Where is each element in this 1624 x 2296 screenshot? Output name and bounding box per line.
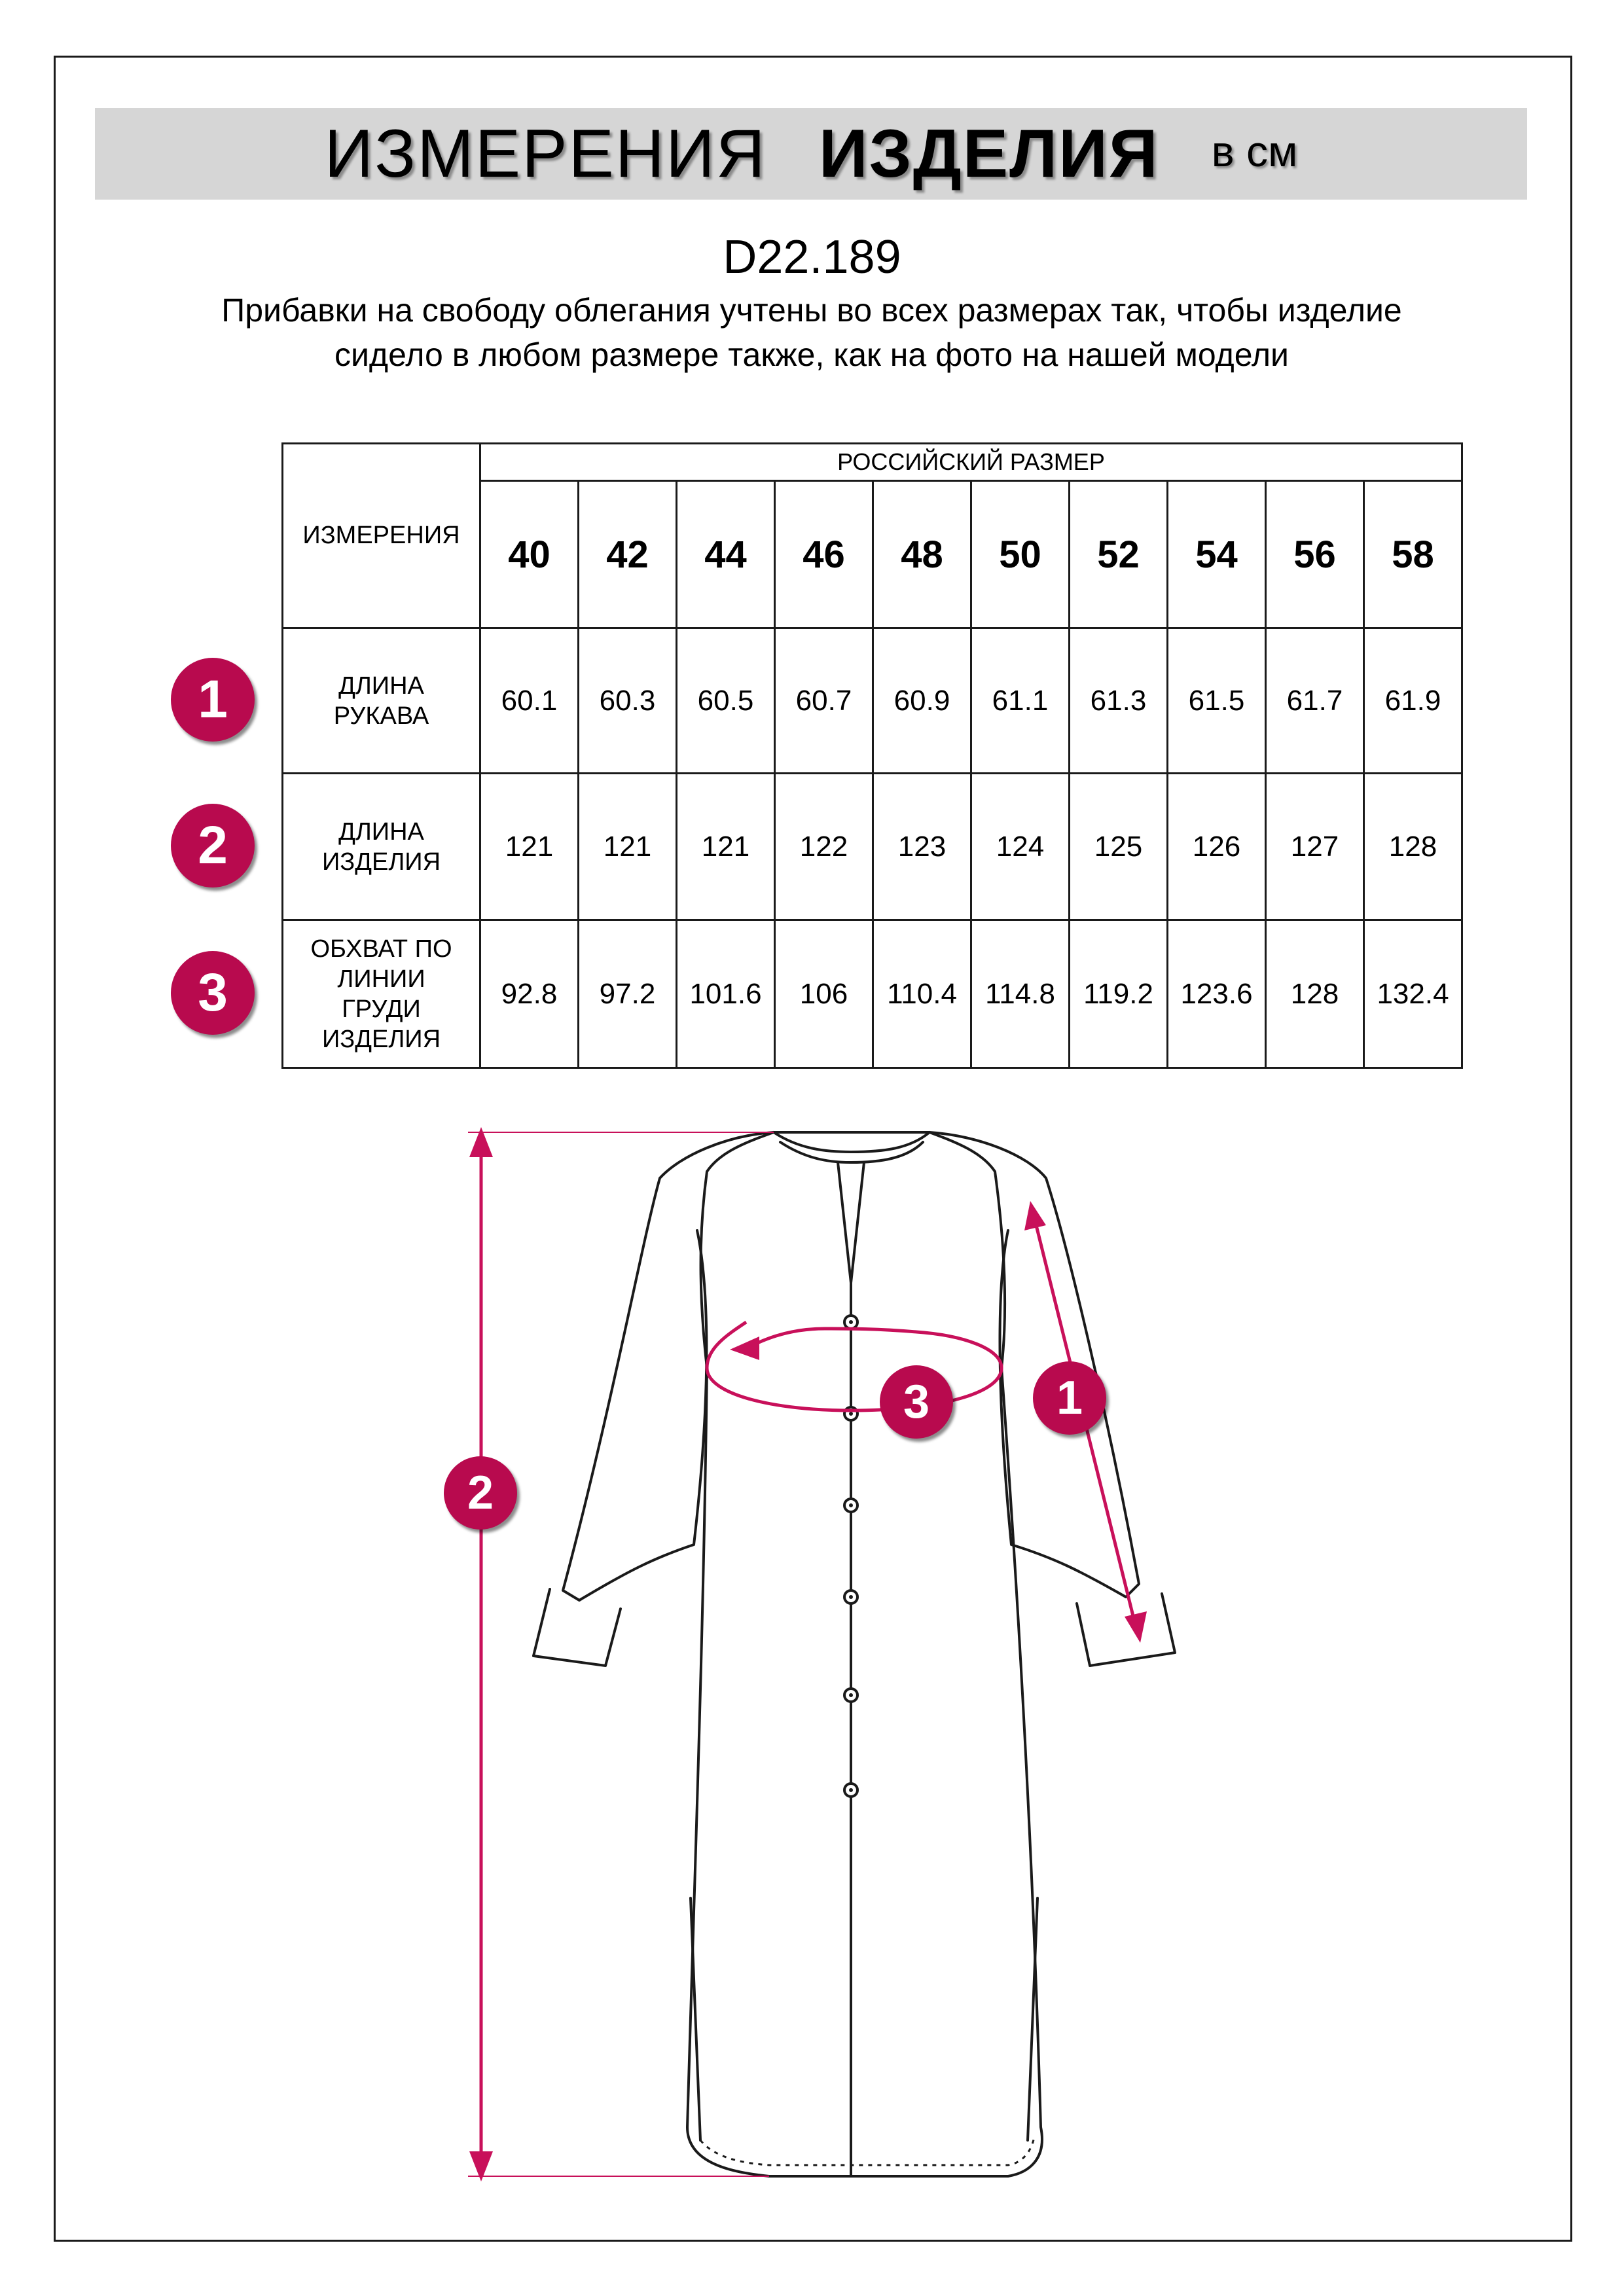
button-hole xyxy=(849,1595,853,1599)
size-cell: 56 xyxy=(1266,481,1364,628)
value-cell: 128 xyxy=(1364,774,1462,920)
title-measurements: ИЗМЕРЕНИЯ xyxy=(324,115,767,192)
sleeve-arrow-bottom xyxy=(1125,1611,1147,1643)
marker-2-table: 2 xyxy=(171,804,255,888)
front-slit xyxy=(838,1162,864,1283)
value-cell: 61.9 xyxy=(1364,628,1462,774)
size-header: РОССИЙСКИЙ РАЗМЕР xyxy=(480,444,1462,481)
value-cell: 61.1 xyxy=(971,628,1070,774)
value-cell: 126 xyxy=(1168,774,1266,920)
value-cell: 132.4 xyxy=(1364,920,1462,1068)
value-cell: 121 xyxy=(480,774,579,920)
value-cell: 128 xyxy=(1266,920,1364,1068)
value-cell: 122 xyxy=(775,774,873,920)
size-cell: 40 xyxy=(480,481,579,628)
marker-1-drawing: 1 xyxy=(1033,1361,1106,1435)
chest-arrow xyxy=(730,1336,759,1360)
value-cell: 92.8 xyxy=(480,920,579,1068)
value-cell: 61.3 xyxy=(1070,628,1168,774)
size-cell: 42 xyxy=(579,481,677,628)
value-cell: 119.2 xyxy=(1070,920,1168,1068)
value-cell: 60.9 xyxy=(873,628,971,774)
value-cell: 97.2 xyxy=(579,920,677,1068)
value-cell: 121 xyxy=(677,774,775,920)
button-hole xyxy=(849,1412,853,1416)
value-cell: 114.8 xyxy=(971,920,1070,1068)
value-cell: 124 xyxy=(971,774,1070,920)
right-sleeve xyxy=(929,1132,1139,1597)
value-cell: 101.6 xyxy=(677,920,775,1068)
measure-guides xyxy=(468,1132,1136,2176)
length-arrow-bottom xyxy=(469,2151,493,2181)
value-cell: 60.7 xyxy=(775,628,873,774)
value-cell: 121 xyxy=(579,774,677,920)
value-cell: 60.5 xyxy=(677,628,775,774)
row-label: ДЛИНА РУКАВА xyxy=(283,628,480,774)
value-cell: 60.1 xyxy=(480,628,579,774)
marker-3-drawing: 3 xyxy=(880,1365,953,1439)
value-cell: 123.6 xyxy=(1168,920,1266,1068)
arrow-heads xyxy=(469,1127,1147,2181)
button-hole xyxy=(849,1320,853,1324)
size-cell: 46 xyxy=(775,481,873,628)
row-label: ОБХВАТ ПО ЛИНИИ ГРУДИ ИЗДЕЛИЯ xyxy=(283,920,480,1068)
fit-note: Прибавки на свободу облегания учтены во всех размерах так, чтобы изделие сидело в любом размере также, как на фото на нашей модели xyxy=(221,292,1402,373)
value-cell: 125 xyxy=(1070,774,1168,920)
measure-header: ИЗМЕРЕНИЯ xyxy=(283,444,480,628)
size-cell: 52 xyxy=(1070,481,1168,628)
article-number: D22.189 xyxy=(723,231,901,283)
size-cell: 58 xyxy=(1364,481,1462,628)
size-cell: 54 xyxy=(1168,481,1266,628)
left-sleeve xyxy=(563,1132,774,1600)
bodice-outline xyxy=(687,1132,1042,2176)
neckline xyxy=(774,1132,929,1152)
chest-ellipse xyxy=(707,1322,1001,1410)
sleeve-arrow-top xyxy=(1024,1201,1046,1230)
value-cell: 61.7 xyxy=(1266,628,1364,774)
value-cell: 60.3 xyxy=(579,628,677,774)
length-arrow-top xyxy=(469,1127,493,1157)
value-cell: 123 xyxy=(873,774,971,920)
button-hole xyxy=(849,1788,853,1792)
left-cuff xyxy=(533,1589,621,1666)
button-hole xyxy=(849,1693,853,1697)
value-cell: 106 xyxy=(775,920,873,1068)
value-cell: 127 xyxy=(1266,774,1364,920)
title-unit: в см xyxy=(1211,127,1298,175)
right-cuff xyxy=(1077,1594,1175,1666)
button-hole xyxy=(849,1503,853,1507)
row-label: ДЛИНА ИЗДЕЛИЯ xyxy=(283,774,480,920)
value-cell: 110.4 xyxy=(873,920,971,1068)
value-cell: 61.5 xyxy=(1168,628,1266,774)
marker-3-table: 3 xyxy=(171,951,255,1035)
marker-1-table: 1 xyxy=(171,658,255,742)
title-product: ИЗДЕЛИЯ xyxy=(818,115,1159,192)
marker-2-drawing: 2 xyxy=(444,1456,517,1530)
size-cell: 44 xyxy=(677,481,775,628)
left-side-slit xyxy=(691,1898,700,2140)
size-cell: 48 xyxy=(873,481,971,628)
size-cell: 50 xyxy=(971,481,1070,628)
hem-stitch xyxy=(700,2137,1034,2165)
